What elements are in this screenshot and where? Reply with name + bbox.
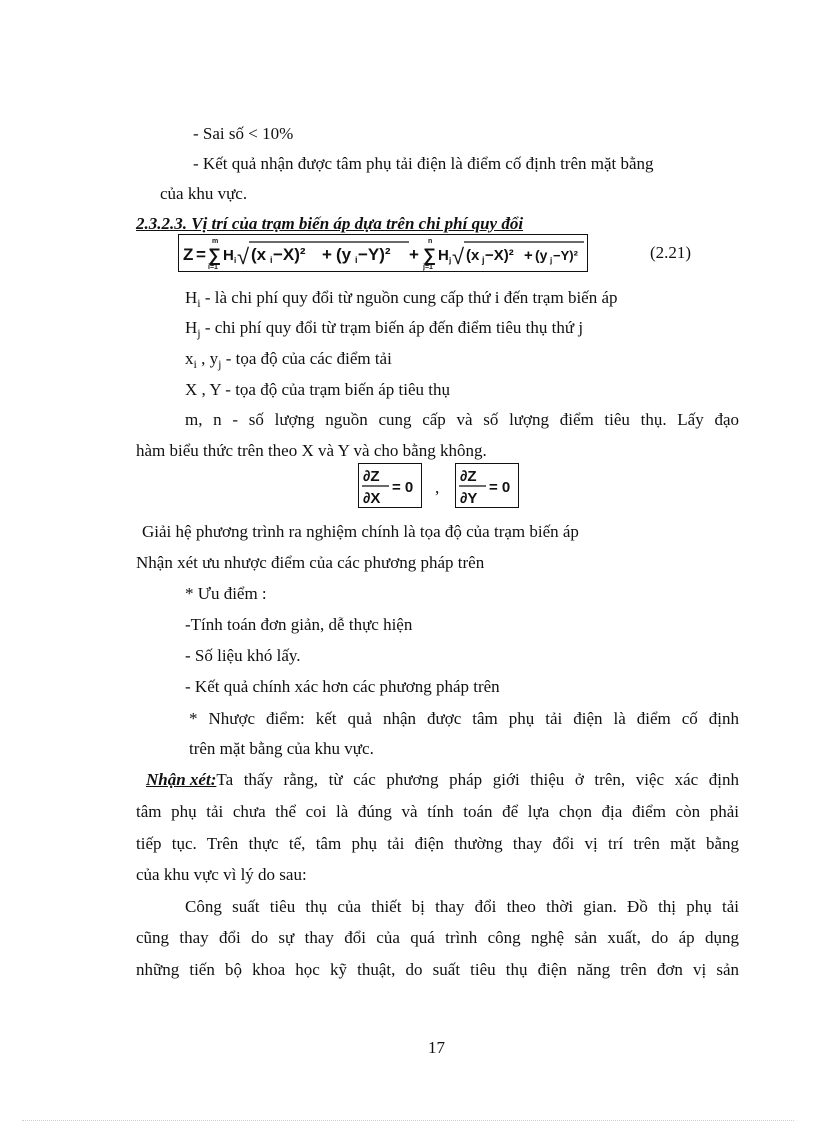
- result-line-cont: của khu vực.: [160, 184, 248, 203]
- coef-1-sub: i: [234, 256, 237, 265]
- def-hj-var: H: [185, 318, 198, 337]
- term-y1: (y: [336, 245, 352, 264]
- paragraph-2: cũng thay đổi do sự thay đổi của quá trình công nghệ sản xuất, do áp dụng: [136, 928, 739, 947]
- sqrt-1: √: [237, 244, 250, 269]
- plus-3: +: [524, 247, 533, 264]
- term-y2: (y: [535, 247, 548, 263]
- disadvantage-1: * Nhược điểm: kết quả nhận được tâm phụ tải điện là điểm cố định: [189, 709, 739, 728]
- derivative-y-svg: [456, 464, 518, 507]
- def-hj-sub: j: [197, 326, 201, 340]
- term-y2-sub: j: [550, 256, 553, 265]
- equation-number: (2.21): [650, 243, 692, 262]
- term-y1-sub: i: [355, 255, 358, 265]
- term-x1: (x: [251, 245, 267, 264]
- def-mn-2: hàm biểu thức trên theo X và Y và cho bằng không.: [136, 441, 487, 460]
- def-xy-text: - tọa độ của các điểm tải: [221, 349, 392, 368]
- sum-1-top: m: [212, 238, 219, 245]
- paragraph-1: Công suất tiêu thụ của thiết bị thay đổi theo thời gian. Đồ thị phụ tải: [185, 897, 739, 916]
- def-hi: [185, 288, 618, 313]
- section-heading: 2.3.2.3. Vị trí của trạm biến áp dựa trên chi phí quy đổi: [136, 214, 524, 233]
- coef-2: H: [438, 247, 449, 264]
- review-methods: Nhận xét ưu nhược điểm của các phương pháp trên: [136, 553, 485, 572]
- term-x1-sub: i: [270, 255, 273, 265]
- derivative-comma: ,: [435, 478, 440, 497]
- sum-2-symbol: ∑: [423, 245, 436, 265]
- sum-2-bottom: j=1: [423, 264, 433, 271]
- plus-2: +: [409, 245, 419, 264]
- advantage-3: - Kết quả chính xác hơn các phương pháp trên: [185, 677, 500, 696]
- def-xy: [185, 349, 392, 374]
- sqrt-2: √: [452, 244, 465, 269]
- term-y1-tail: −Y)²: [358, 245, 391, 264]
- advantages-title: * Ưu điểm :: [185, 584, 267, 603]
- def-hi-var: H: [185, 288, 198, 307]
- advantage-2: - Số liệu khó lấy.: [185, 646, 301, 665]
- term-x2: (x: [466, 247, 480, 264]
- def-hj-text: - chi phí quy đổi từ trạm biến áp đến điểm tiêu thụ thứ j: [200, 318, 584, 337]
- remark-4: của khu vực vì lý do sau:: [136, 865, 307, 884]
- derivative-y-numerator: ∂Z: [460, 468, 477, 485]
- derivative-y-rhs: = 0: [489, 479, 511, 496]
- term-x2-sub: j: [482, 255, 485, 265]
- formula-main-svg: [179, 235, 587, 271]
- sum-1-bottom: i=1: [208, 264, 218, 271]
- formula-equals: =: [196, 245, 206, 264]
- term-y2-tail: −Y)²: [553, 248, 578, 263]
- def-XY: X , Y - tọa độ của trạm biến áp tiêu thụ: [185, 380, 450, 399]
- formula-lhs: Z: [183, 245, 194, 264]
- paragraph-3: những tiến bộ khoa học kỹ thuật, do suất tiêu thụ điện năng trên đơn vị sản: [136, 960, 739, 979]
- plus-1: +: [322, 245, 332, 264]
- def-mn-1: m, n - số lượng nguồn cung cấp và số lượng điểm tiêu thụ. Lấy đạo: [185, 410, 739, 429]
- derivative-x-denominator: ∂X: [363, 490, 381, 507]
- derivative-x-svg: [359, 464, 421, 507]
- error-line: - Sai số < 10%: [193, 124, 294, 143]
- remark-1-text: Ta thấy rằng, từ các phương pháp giới thiệu ở trên, việc xác định: [216, 770, 739, 789]
- remark-label: Nhận xét:: [146, 770, 217, 789]
- advantage-1: -Tính toán đơn giản, dễ thực hiện: [185, 615, 413, 634]
- sum-2-top: n: [428, 238, 433, 245]
- derivative-y-denominator: ∂Y: [460, 490, 478, 507]
- coef-2-sub: j: [449, 256, 452, 265]
- disadvantage-2: trên mặt bằng của khu vực.: [189, 739, 374, 758]
- def-xy-y-sub: j: [218, 357, 222, 371]
- coef-1: H: [223, 247, 234, 264]
- remark-3: tiếp tục. Trên thực tế, tâm phụ tải điện thường thay đổi vị trí trên mặt bằng: [136, 834, 739, 853]
- def-xy-x: x: [185, 349, 194, 368]
- derivative-x-box: [358, 463, 422, 508]
- formula-main: [178, 234, 588, 272]
- remark-2: tâm phụ tải chưa thể coi là đúng và tính toán để lựa chọn địa điểm còn phải: [136, 802, 739, 821]
- page-edge-divider: [22, 1120, 794, 1121]
- page-number: 17: [428, 1038, 445, 1057]
- derivative-x-numerator: ∂Z: [363, 468, 380, 485]
- sum-1-symbol: ∑: [208, 245, 221, 265]
- derivative-x-rhs: = 0: [392, 479, 414, 496]
- remark-1: [146, 770, 739, 790]
- def-xy-mid: , y: [196, 349, 219, 368]
- derivative-y-box: [455, 463, 519, 508]
- def-hi-sub: i: [197, 296, 201, 310]
- def-hi-text: - là chi phí quy đổi từ nguồn cung cấp thứ i đến trạm biến áp: [200, 288, 618, 307]
- result-line: - Kết quả nhận được tâm phụ tải điện là điểm cố định trên mặt bằng: [193, 154, 654, 173]
- term-x2-tail: −X)²: [485, 247, 514, 264]
- solve-line: Giải hệ phương trình ra nghiệm chính là tọa độ của trạm biến áp: [142, 522, 579, 541]
- term-x1-tail: −X)²: [273, 245, 306, 264]
- def-hj: [185, 318, 583, 343]
- def-xy-x-sub: i: [193, 357, 197, 371]
